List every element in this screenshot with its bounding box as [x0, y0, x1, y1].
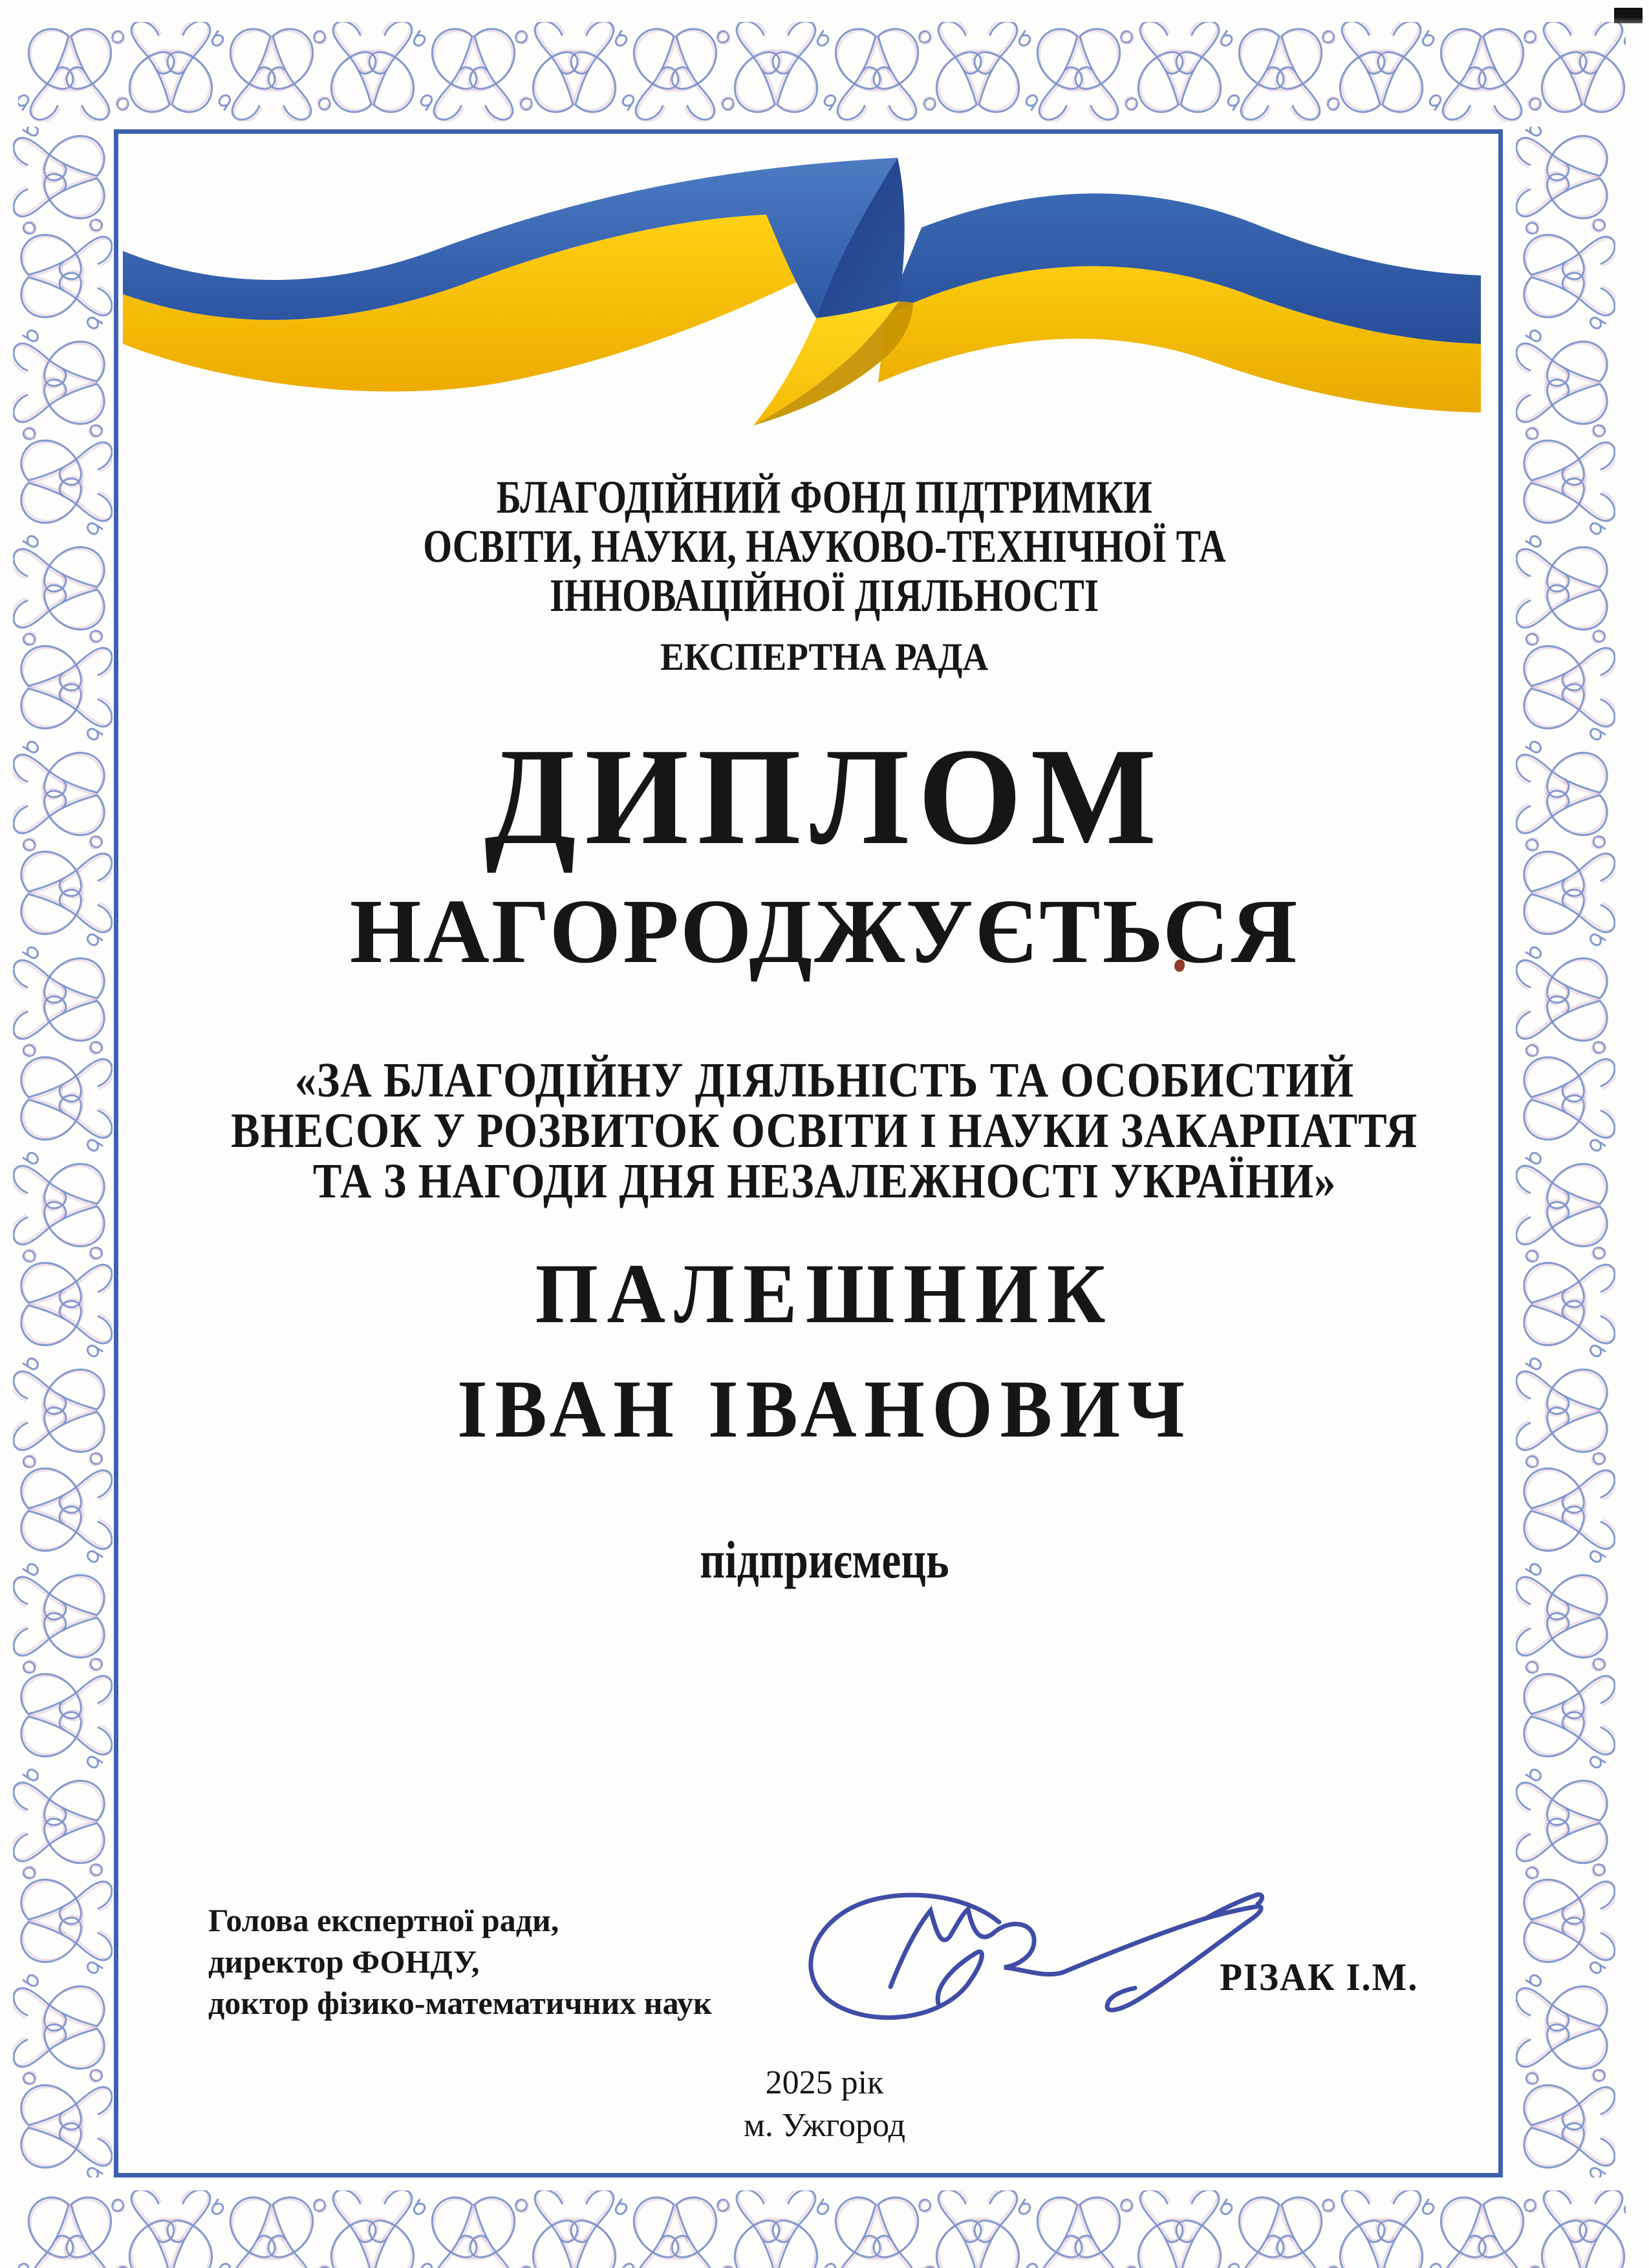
flourish-border-top-icon	[18, 22, 1626, 122]
signatory-title-line2: директор ФОНДУ,	[208, 1943, 480, 1980]
signatory-name: РІЗАК І.М.	[1220, 1956, 1419, 1998]
recipient-given-names: ІВАН ІВАНОВИЧ	[457, 1364, 1192, 1455]
citation-line3: ТА З НАГОДИ ДНЯ НЕЗАЛЕЖНОСТІ УКРАЇНИ»	[312, 1154, 1337, 1208]
signatory-title-line1: Голова експертної ради,	[208, 1902, 559, 1938]
recipient-surname: ПАЛЕШНИК	[535, 1246, 1114, 1341]
council-label: ЕКСПЕРТНА РАДА	[660, 636, 989, 678]
organization-name-line2: ОСВІТИ, НАУКИ, НАУКОВО-ТЕХНІЧНОЇ ТА	[423, 520, 1226, 572]
award-action-label: НАГОРОДЖУЄТЬСЯ	[349, 880, 1300, 982]
ukraine-flag-ribbon-icon	[123, 155, 1481, 427]
citation-line2: ВНЕСОК У РОЗВИТОК ОСВІТИ І НАУКИ ЗАКАРПАТТЯ	[231, 1104, 1418, 1158]
organization-name-line1: БЛАГОДІЙНИЙ ФОНД ПІДТРИМКИ	[497, 471, 1152, 523]
handwritten-signature-icon	[786, 1885, 1264, 2030]
signatory-title-line3: доктор фізико-математичних наук	[208, 1985, 712, 2021]
citation-line1: «ЗА БЛАГОДІЙНУ ДІЯЛЬНІСТЬ ТА ОСОБИСТИЙ	[294, 1053, 1355, 1107]
flourish-border-bottom-icon	[18, 2190, 1626, 2268]
signatory-title-block	[208, 1899, 855, 2024]
diploma-title: ДИПЛОМ	[484, 719, 1165, 873]
recipient-occupation: підприємець	[700, 1530, 949, 1589]
organization-name-line3: ІННОВАЦІЙНОЇ ДІЯЛЬНОСТІ	[550, 570, 1099, 621]
issue-city: м. Ужгород	[743, 2107, 906, 2144]
issue-year: 2025 рік	[765, 2064, 884, 2101]
scan-corner-mark	[1614, 8, 1643, 23]
